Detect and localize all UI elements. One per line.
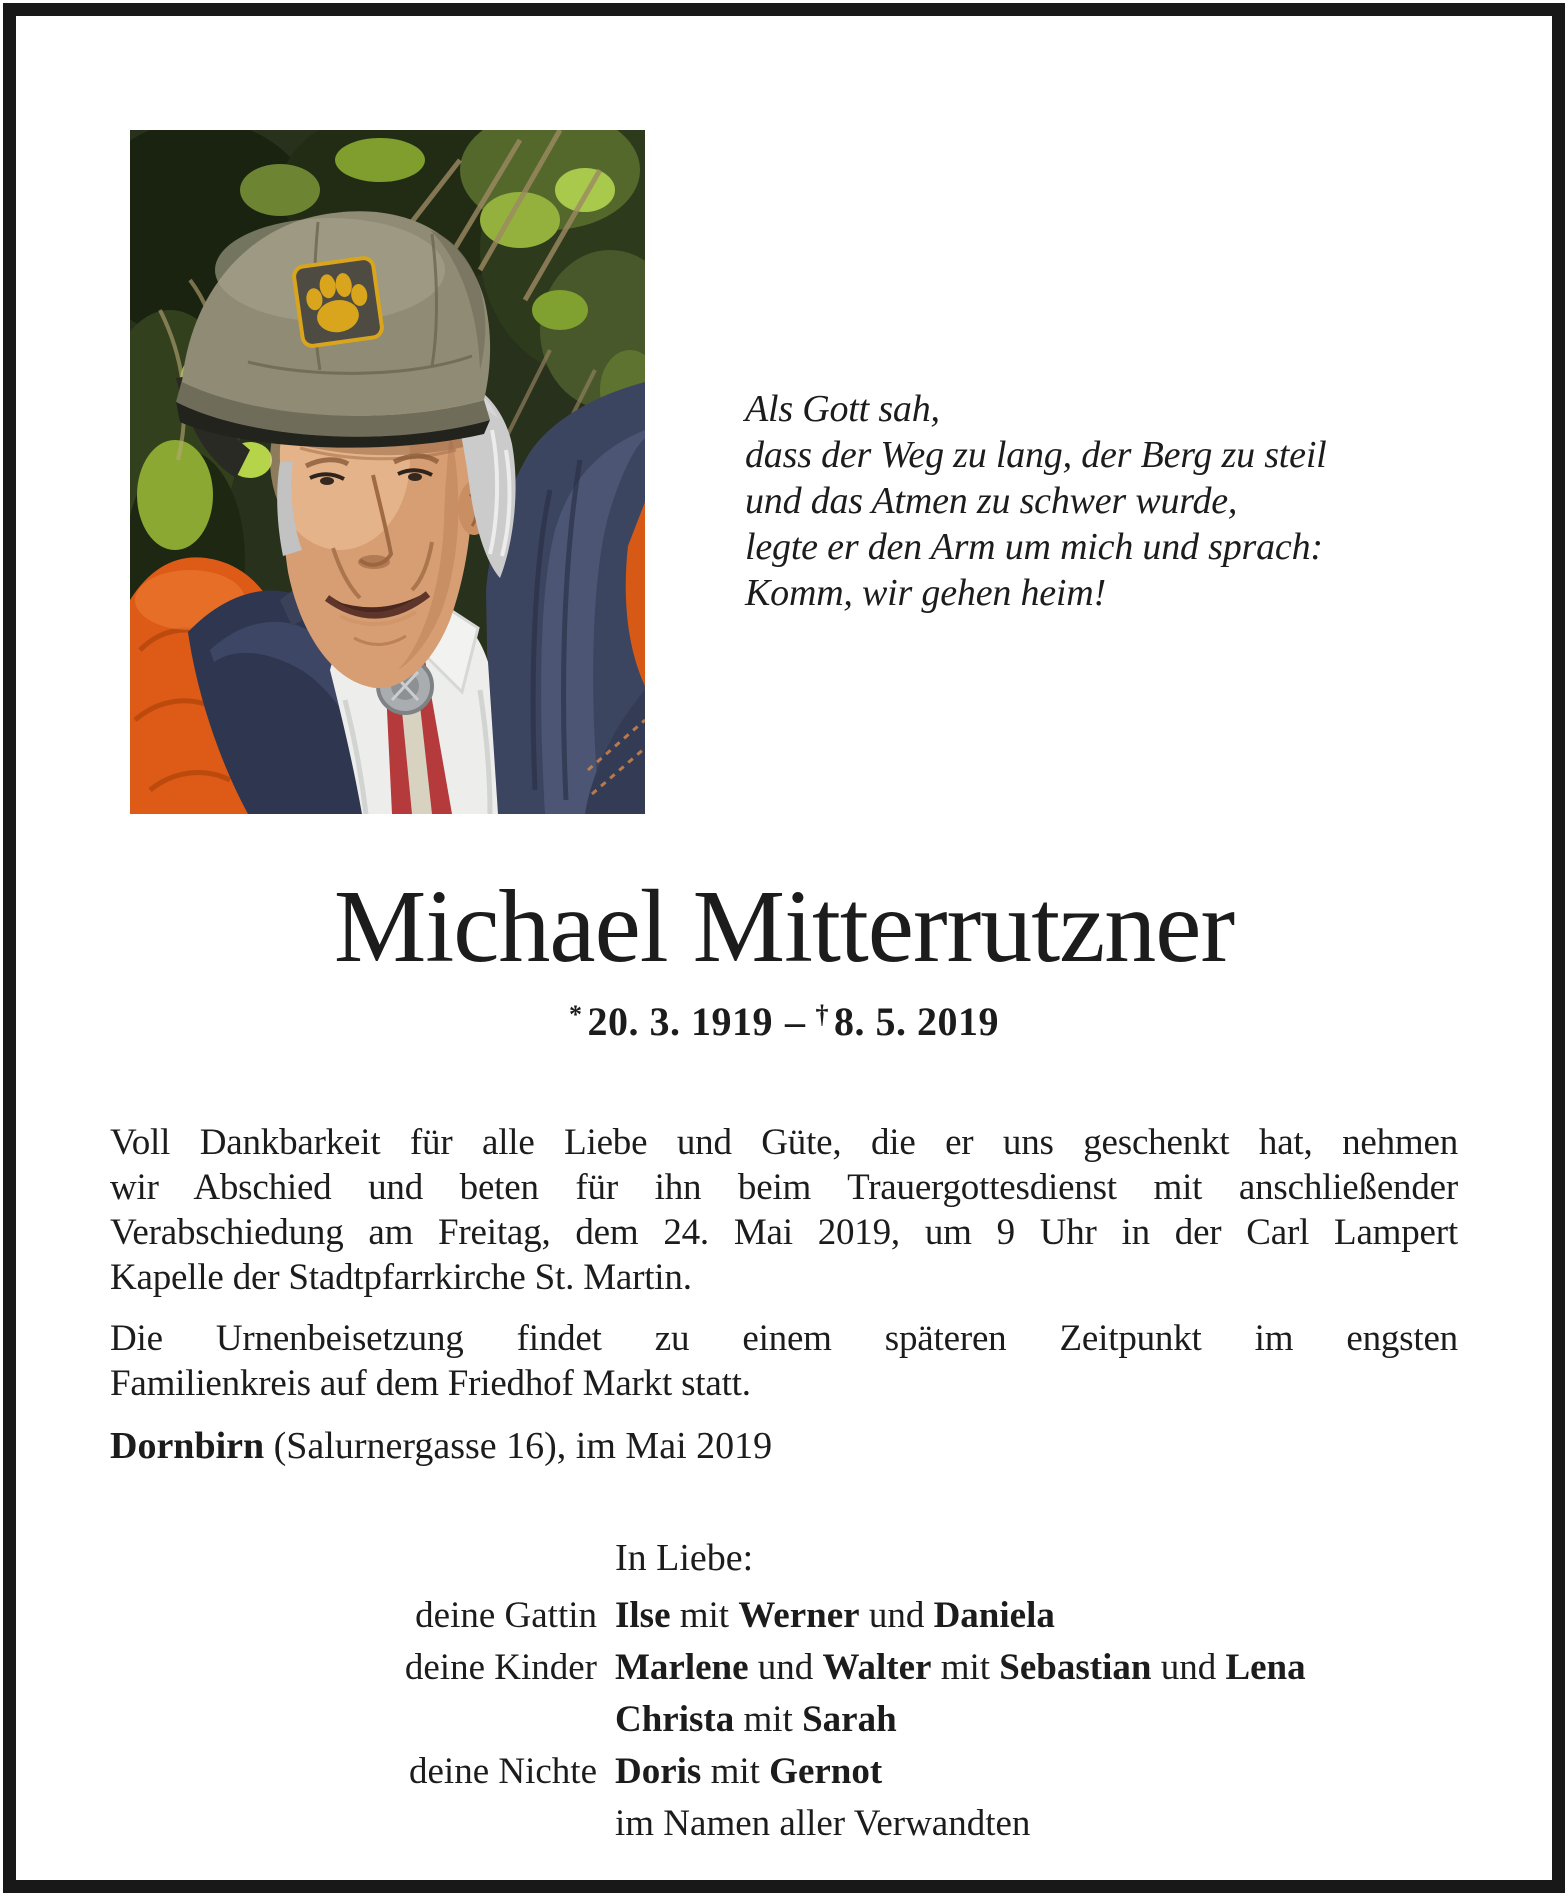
memorial-verse bbox=[745, 386, 1327, 616]
family-member-name: Sarah bbox=[802, 1699, 897, 1740]
text-line: Die Urnenbeisetzung findet zu einem späteren Zeitpunkt im engsten bbox=[110, 1318, 1458, 1359]
relation-label bbox=[110, 1798, 597, 1850]
family-member-name: Gernot bbox=[769, 1751, 883, 1792]
announcement-paragraph bbox=[110, 1120, 1458, 1300]
verse-line: Als Gott sah, bbox=[745, 388, 940, 430]
connector-text: mit bbox=[931, 1647, 1000, 1688]
portrait-illustration bbox=[130, 130, 645, 814]
connector-text: mit bbox=[670, 1595, 739, 1636]
connector-text: mit bbox=[734, 1699, 803, 1740]
family-member-name: Marlene bbox=[615, 1647, 749, 1688]
portrait-photo bbox=[130, 130, 645, 814]
text-line: Familienkreis auf dem Friedhof Markt statt. bbox=[110, 1363, 751, 1404]
text-line: Kapelle der Stadtpfarrkirche St. Martin. bbox=[110, 1257, 692, 1298]
place-date-line bbox=[110, 1424, 772, 1468]
family-list bbox=[110, 1590, 1306, 1850]
family-member-name: Ilse bbox=[615, 1595, 671, 1636]
paw-logo-patch bbox=[293, 257, 383, 347]
verse-line: dass der Weg zu lang, der Berg zu steil bbox=[745, 434, 1327, 476]
text-line: Voll Dankbarkeit für alle Liebe und Güte, die er uns geschenkt hat, nehmen bbox=[110, 1122, 1458, 1163]
birth-date: 20. 3. 1919 bbox=[587, 999, 773, 1044]
deceased-name: Michael Mitterrutzner bbox=[333, 869, 1235, 984]
text-line: wir Abschied und beten für ihn beim Trauergottesdienst mit anschließender bbox=[110, 1167, 1458, 1208]
family-member-name: Doris bbox=[615, 1751, 702, 1792]
relation-label bbox=[110, 1694, 597, 1746]
verse-line: und das Atmen zu schwer wurde, bbox=[745, 480, 1238, 522]
relation-label: deine Gattin bbox=[415, 1595, 597, 1636]
family-member-name: Sebastian bbox=[999, 1647, 1152, 1688]
place-rest: (Salurnergasse 16), im Mai 2019 bbox=[264, 1425, 773, 1467]
dates-dash: – bbox=[785, 999, 806, 1044]
relation-label: deine Kinder bbox=[404, 1647, 597, 1688]
closing-salutation: In Liebe: bbox=[615, 1537, 754, 1579]
family-member-name: Christa bbox=[615, 1699, 735, 1740]
life-dates bbox=[0, 998, 1568, 1045]
family-members bbox=[615, 1694, 1306, 1746]
connector-text: und bbox=[859, 1595, 934, 1636]
text-line: Verabschiedung am Freitag, dem 24. Mai 2019, um 9 Uhr in der Carl Lampert bbox=[110, 1212, 1458, 1253]
place-name: Dornbirn bbox=[110, 1425, 265, 1467]
family-member-name: Daniela bbox=[933, 1595, 1055, 1636]
connector-text: im Namen aller Verwandten bbox=[615, 1803, 1031, 1844]
family-members bbox=[615, 1798, 1306, 1850]
family-member-name: Lena bbox=[1225, 1647, 1306, 1688]
verse-line: Komm, wir gehen heim! bbox=[745, 572, 1106, 614]
birth-symbol: * bbox=[569, 1000, 583, 1029]
connector-text: mit bbox=[701, 1751, 770, 1792]
urn-burial-paragraph bbox=[110, 1316, 1458, 1406]
connector-text: und bbox=[1151, 1647, 1226, 1688]
relation-label: deine Nichte bbox=[409, 1751, 597, 1792]
verse-line: legte er den Arm um mich und sprach: bbox=[745, 526, 1323, 568]
family-members bbox=[615, 1746, 1306, 1798]
connector-text: und bbox=[748, 1647, 823, 1688]
family-members bbox=[615, 1590, 1306, 1642]
death-symbol: † bbox=[815, 1000, 829, 1029]
family-member-name: Walter bbox=[822, 1647, 932, 1688]
death-date: 8. 5. 2019 bbox=[834, 999, 999, 1044]
family-members bbox=[615, 1642, 1306, 1694]
family-member-name: Werner bbox=[738, 1595, 860, 1636]
